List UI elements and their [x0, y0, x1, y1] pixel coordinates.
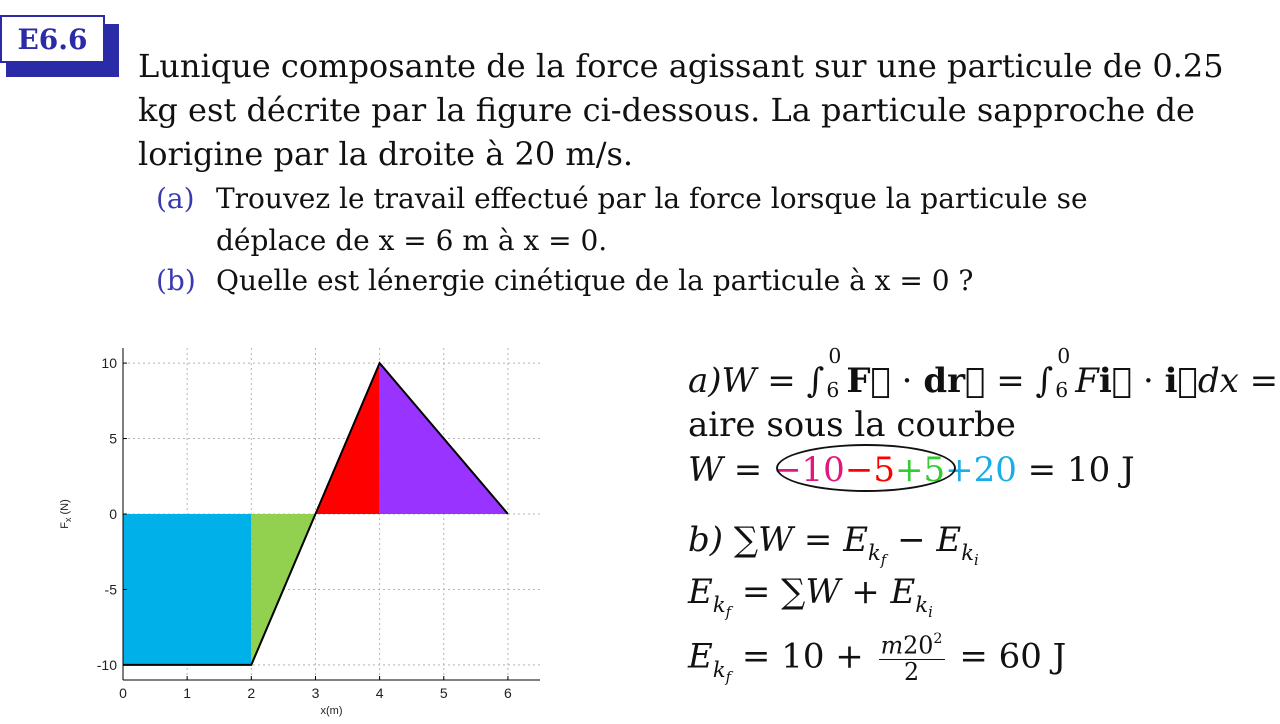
integral-lower-2: 6 [1055, 378, 1069, 402]
solution-line-b1: b) $\sum W = E_{k_f} - E_{k_i}$ [688, 520, 979, 570]
ek-sum: 10 [781, 636, 825, 677]
y-tick-label: 0 [109, 506, 117, 522]
x-axis-label: x(m) [320, 705, 343, 717]
force-chart [40, 330, 560, 720]
x-tick-label: 3 [311, 685, 320, 701]
solution-line-b2: $E_{k_f} = \sum W + E_{k_i}$ [688, 572, 933, 622]
x-tick-label: 4 [375, 685, 384, 701]
question-a-text: Trouvez le travail effectué par la force lorsque la particule se déplace de x = 6 m à x = 0. [216, 182, 1088, 257]
work-symbol-2: W [688, 450, 723, 490]
work-term-3: +20 [945, 450, 1017, 490]
solution-line-b3: $E_{k_f} = 10$ + $\frac{m20^2}{2}$ = 60 J [688, 631, 1067, 686]
question-a [156, 178, 1156, 268]
work-term-0: −10 [773, 450, 845, 490]
y-axis-label: $F_x$ (N) [59, 499, 73, 529]
part-a-label: a) [688, 361, 722, 401]
work-term-2: +5 [894, 450, 946, 490]
kinetic-fraction [879, 632, 945, 685]
integral-upper-1: 0 [828, 344, 842, 368]
y-tick-label: -10 [96, 656, 117, 673]
solution-line-a: a)W = ∫ 0 6 F⃗ · dr⃗ = ∫ 0 6 Fi⃗ · i⃗dx = [688, 344, 1279, 402]
x-tick-label: 0 [119, 685, 127, 701]
solution-line-w: W = −10−5+5+20 = 10 J [688, 450, 1135, 490]
part-b-label: b) [688, 520, 724, 560]
problem-statement: Lunique composante de la force agissant sur une particule de 0.25 kg est décrite par la figure ci-dessous. La particule sapproche de lorigine par la droite à 20 m/s. [138, 47, 1224, 173]
work-symbol: W [721, 361, 757, 401]
speed-value: 20 [903, 631, 934, 660]
work-term-1: −5 [844, 450, 895, 490]
x-tick-label: 1 [183, 685, 192, 701]
question-a-label: (a) [156, 182, 195, 215]
x-tick-label: 2 [247, 685, 256, 701]
area-region-0 [123, 514, 251, 665]
solution-aire: aire sous la courbe [688, 405, 1016, 445]
integral-lower-1: 6 [826, 378, 840, 402]
circled-terms-oval [776, 444, 956, 492]
exercise-badge: E6.6 [0, 15, 105, 63]
question-b-label: (b) [156, 264, 196, 297]
x-tick-label: 6 [504, 685, 512, 701]
y-tick-label: 5 [109, 430, 117, 447]
fraction-denominator: 2 [903, 657, 920, 686]
result-b: = 60 J [959, 636, 1067, 677]
y-tick-label: -5 [104, 581, 117, 598]
mass-symbol: m [880, 631, 904, 660]
question-b-text: Quelle est lénergie cinétique de la particule à x = 0 ? [216, 264, 974, 297]
result-a: = 10 J [1027, 450, 1135, 490]
integral-upper-2: 0 [1057, 344, 1071, 368]
question-b [156, 260, 1156, 304]
speed-exponent: 2 [933, 631, 943, 647]
x-tick-label: 5 [439, 685, 448, 701]
y-tick-label: 10 [101, 355, 117, 372]
